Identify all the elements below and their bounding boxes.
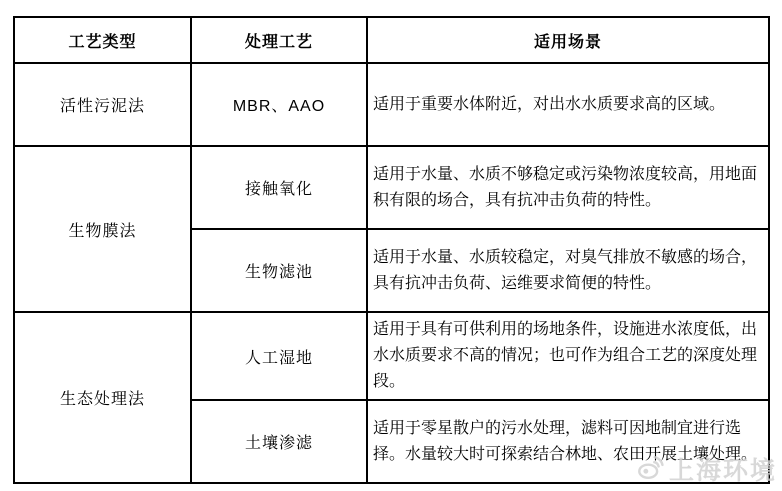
cell-scenario-constructed-wetland: 适用于具有可供利用的场地条件，设施进水浓度低，出水水质要求不高的情况；也可作为组合工艺的深度处理段。 [367,312,769,400]
cell-process-mbr-aao: MBR、AAO [191,63,367,146]
cell-type-biofilm: 生物膜法 [14,146,191,312]
cell-process-constructed-wetland: 人工湿地 [191,312,367,400]
cell-scenario-mbr-aao: 适用于重要水体附近，对出水水质要求高的区域。 [367,63,769,146]
watermark-label: 上海环境 [668,457,777,485]
cell-type-ecological: 生态处理法 [14,312,191,483]
cell-process-soil-infiltration: 土壤渗滤 [191,400,367,483]
cell-scenario-soil-infiltration: 适用于零星散户的污水处理，滤料可因地制宜进行选择。水量较大时可探索结合林地、农田开展土壤处理。 [367,400,769,483]
header-process-type: 工艺类型 [14,17,191,63]
header-applicable-scenario: 适用场景 [367,17,769,63]
header-row [14,17,769,63]
header-treatment-process: 处理工艺 [191,17,367,63]
cell-type-activated-sludge: 活性污泥法 [14,63,191,146]
cell-scenario-biofilter: 适用于水量、水质较稳定，对臭气排放不敏感的场合，具有抗冲击负荷、运维要求简便的特性。 [367,229,769,312]
cell-process-biofilter: 生物滤池 [191,229,367,312]
table-row [14,146,769,229]
cell-process-contact-oxidation: 接触氧化 [191,146,367,229]
table-row [14,63,769,146]
cell-scenario-contact-oxidation: 适用于水量、水质不够稳定或污染物浓度较高，用地面积有限的场合，具有抗冲击负荷的特性。 [367,146,769,229]
treatment-process-table [13,16,770,484]
table-row [14,312,769,400]
